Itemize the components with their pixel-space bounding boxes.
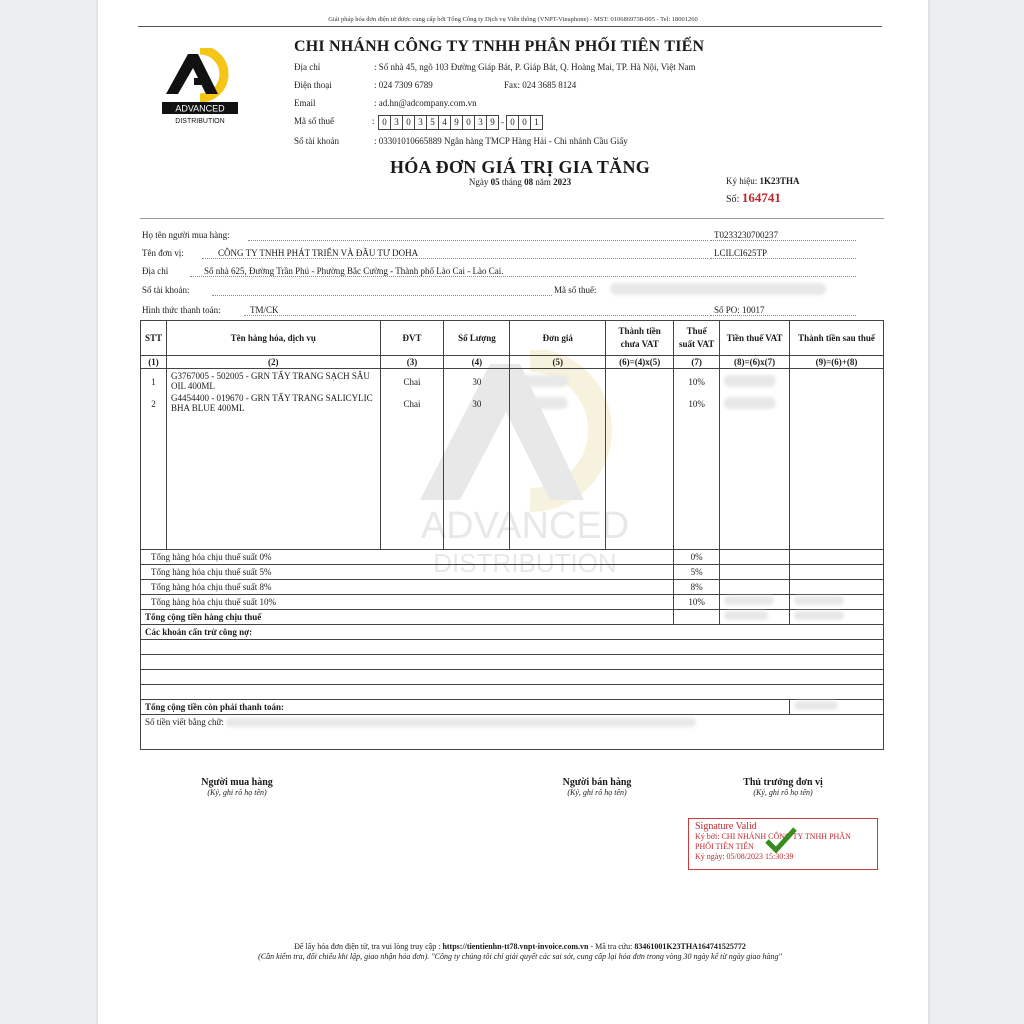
in-words-row: Số tiền viết bằng chữ: [141, 715, 884, 750]
invoice-page: Giải pháp hóa đơn điện tử được cung cấp bởi Tổng Công ty Dịch vụ Viễn thông (VNPT-Vinaphone) - MST: 0106869738-005 - Tel: 18001260 ADVANCED DISTRIBUTION CHI NHÁNH CÔNG TY TNHH PHÂN PHỐI TIÊN TIẾN Địa chỉ : Số nhà 45, ngõ 103 Đường Giáp Bát, P. Giáp Bát, Q. Hoàng Mai, TP. Hà Nội, Việt Nam Điện thoại : 024 7309 6789 Fax: 024 3685 8124 Email : ad.hn@adcompany.com.vn Mã số thuế : 0 3 0 3 5 4 9 0 3 9 - 0 0 1 Số tài khoản : 03301010665889 Ngân hàng TMCP Hàng Hải - Chi nhánh Cầu Giấy HÓA ĐƠN GIÁ TRỊ GIA TĂNG Ngày 05 tháng 08 năm 2023 Ký hiệu: 1K23THA Số: 164741 Họ tên người mua hàng: T0233230700237 Tên đơn vị: CÔNG TY TNHH PHÁT TRIỂN VÀ ĐẦU TƯ DOHA LCILCI625TP Địa chỉ Số nhà 625, Đường Trần Phú - Phường Bắc Cường - Thành phố Lào Cai - Lào Cai. Số tài khoản: Mã số thuế: Hình thức thanh toán: TM/CK Số PO: 10017 ADVANCED DISTRIBUTION STT Tên hàng hóa, dịch vụ ĐVT Số Lượng Đơn giá Thành tiền chưa VAT Thuế suất VAT Tiền thuế VAT Thành tiền sau thuế (1) (2) (3) (4) (5) (6)=(4)x(5) (7) (8)=(6)x(7) (9)=(6)+(8) 1 G3767005 - 502005 - GRN TẨY TRANG SẠCH SÂU OIL 400ML Chai 30 10% 2 G4454400 - 019670 - GRN TẨY TRANG SALICYLIC BHA BLUE 400ML Chai 30 10% Tổng hàng hóa chịu thuế suất 0% 0% Tổng hàng hóa chịu thuế suất 5% 5% Tổng hàng hóa chịu thuế suất 8% 8% Tổng hàng hóa chịu thuế suất 10% 10% Tổng cộng tiền hàng chịu thuế Các khoản cấn trừ công nợ: Tổng cộng tiền còn phải thanh toán: Số tiền viết bằng chữ: Người mua hàng (Ký, ghi rõ họ tên) Người bán hàng (Ký, ghi rõ họ tên) Thủ trưởng đơn vị (Ký, ghi rõ họ tên) Signature Valid Ký bởi: CHI NHÁNH CÔNG TY TNHH PHÂN PHỐI TIÊN TIẾN Ký ngày: 05/08/2023 15:30:39 Để lấy hóa đơn điện tử, tra vui lòng truy cập : https://tientienhn-tt78.vnpt-invoice.com.vn - Mã tra cứu: 83461001K23THA164741525772 (Cần kiểm tra, đối chiếu khi lập, giao nhận hóa đơn). "Công ty chúng tôi chỉ giải quyết các sai sót, cung cấp lại hóa đơn trong vòng 30 ngày kể từ ngày giao hàng" [98, 0, 928, 1024]
col-header: Số Lượng [444, 321, 510, 356]
col-header: Tên hàng hóa, dịch vụ [167, 321, 381, 356]
tax-row: Tổng hàng hóa chịu thuế suất 10% 10% [141, 595, 884, 610]
seller-tax-code: 0 3 0 3 5 4 9 0 3 9 - 0 0 1 [378, 115, 543, 130]
tax-label: Mã số thuế [294, 116, 334, 126]
col-header: Thành tiền chưa VAT [606, 321, 674, 356]
total-taxable-row: Tổng cộng tiền hàng chịu thuế [141, 610, 884, 625]
redacted-amount [794, 611, 844, 620]
phone-label: Điện thoại [294, 80, 332, 90]
signature-valid-stamp [688, 818, 878, 870]
table-row: 2 G4454400 - 019670 - GRN TẨY TRANG SALICYLIC BHA BLUE 400ML Chai 30 10% [141, 391, 884, 550]
buyer-address: Số nhà 625, Đường Trần Phú - Phường Bắc Cường - Thành phố Lào Cai - Lào Cai. [204, 266, 504, 276]
col-header: STT [141, 321, 167, 356]
redacted-tax-amount [724, 375, 776, 387]
buyer-name-label: Họ tên người mua hàng: [142, 230, 230, 240]
redacted-price [514, 397, 568, 409]
footer: Để lấy hóa đơn điện tử, tra vui lòng truy cập : https://tientienhn-tt78.vnpt-invoice.com.vn - Mã tra cứu: 83461001K23THA164741525772 (Cần kiểm tra, đối chiếu khi lập, giao nhận hóa đơn). "Công ty chúng tôi chỉ giải quyết các sai sót, cung cấp lại hóa đơn trong vòng 30 ngày kể từ ngày giao hàng" [98, 942, 942, 962]
col-header: Thành tiền sau thuế [790, 321, 884, 356]
redacted-tax [610, 283, 826, 295]
svg-text:DISTRIBUTION: DISTRIBUTION [433, 548, 617, 578]
table-header [141, 321, 884, 356]
buyer-unit: CÔNG TY TNHH PHÁT TRIỂN VÀ ĐẦU TƯ DOHA [218, 248, 419, 258]
invoice-date: Ngày 05 tháng 08 năm 2023 [468, 177, 572, 187]
redacted-tax-amount [724, 397, 776, 409]
seller-address: : Số nhà 45, ngõ 103 Đường Giáp Bát, P. Giáp Bát, Q. Hoàng Mai, TP. Hà Nội, Việt Nam [374, 62, 696, 72]
payment-method: TM/CK [250, 305, 279, 315]
col-header: Thuế suất VAT [674, 321, 720, 356]
checkmark-icon [765, 827, 797, 853]
signature-date: Ký ngày: 05/08/2023 15:30:39 [695, 852, 794, 861]
buyer-unit-code: LCILCI625TP [714, 248, 767, 258]
header-divider [138, 26, 882, 27]
buyer-code: T0233230700237 [714, 230, 778, 240]
seller-account: : 03301010665889 Ngân hàng TMCP Hàng Hải - Chi nhánh Cầu Giấy [374, 136, 628, 146]
redacted-price [514, 375, 568, 387]
total-payable-row: Tổng cộng tiền còn phải thanh toán: [141, 700, 884, 715]
tax-row: Tổng hàng hóa chịu thuế suất 5% 5% [141, 565, 884, 580]
seller-fax: Fax: 024 3685 8124 [504, 80, 577, 90]
signature-valid-title: Signature Valid [695, 821, 757, 832]
lookup-code: 83461001K23THA164741525772 [634, 942, 746, 951]
po-number: Số PO: 10017 [714, 305, 765, 315]
redacted-amount [724, 596, 774, 605]
seller-name: CHI NHÁNH CÔNG TY TNHH PHÂN PHỐI TIÊN TIẾN [294, 38, 705, 55]
redacted-amount [724, 611, 768, 620]
seller-email: : ad.hn@adcompany.com.vn [374, 98, 477, 108]
footer-note: (Cần kiểm tra, đối chiếu khi lập, giao nhận hóa đơn). "Công ty chúng tôi chỉ giải quyết các sai sót, cung cấp lại hóa đơn trong vòng 30 ngày kể từ ngày giao hàng" [258, 952, 782, 961]
column-numbers: (1) (2) (3) (4) (5) (6)=(4)x(5) (7) (8)=(6)x(7) (9)=(6)+(8) [141, 356, 884, 369]
divider [140, 218, 884, 219]
account-label: Số tài khoản [294, 136, 339, 146]
buyer-account-label: Số tài khoản: [142, 285, 190, 295]
buyer-tax-label: Mã số thuế: [554, 285, 597, 295]
seller-signature: Người bán hàng (Ký, ghi rõ họ tên) [562, 777, 632, 797]
tax-row: Tổng hàng hóa chịu thuế suất 0% 0% [141, 550, 884, 565]
col-header: Đơn giá [510, 321, 606, 356]
invoice-number: Số: 164741 [726, 190, 781, 205]
col-header: ĐVT [380, 321, 444, 356]
seller-phone: : 024 7309 6789 [374, 80, 433, 90]
address-label: Địa chỉ [294, 62, 321, 72]
logo-line1: ADVANCED [175, 103, 225, 114]
col-header: Tiền thuế VAT [720, 321, 790, 356]
buyer-address-label: Địa chỉ [142, 266, 169, 276]
deductions-row: Các khoản cấn trừ công nợ: [141, 625, 884, 640]
redacted-amount [794, 701, 838, 710]
redacted-amount-words [226, 718, 696, 727]
provider-note: Giải pháp hóa đơn điện tử được cung cấp bởi Tổng Công ty Dịch vụ Viễn thông (VNPT-Vinaphone) - MST: 0106869738-005 - Tel: 18001260 [328, 16, 698, 23]
items-table [140, 320, 884, 750]
svg-text:ADVANCED: ADVANCED [420, 505, 630, 547]
email-label: Email [294, 98, 316, 108]
buyer-unit-label: Tên đơn vị: [142, 248, 184, 258]
signature-signer: Ký bởi: CHI NHÁNH CÔNG TY TNHH PHÂN PHỐI TIÊN TIẾN [695, 832, 851, 851]
tax-row: Tổng hàng hóa chịu thuế suất 8% 8% [141, 580, 884, 595]
buyer-signature: Người mua hàng (Ký, ghi rõ họ tên) [201, 777, 273, 797]
invoice-symbol: Ký hiệu: 1K23THA [726, 176, 800, 186]
redacted-amount [794, 596, 844, 605]
lookup-url: https://tientienhn-tt78.vnpt-invoice.com.vn [442, 942, 589, 951]
head-signature: Thủ trưởng đơn vị (Ký, ghi rõ họ tên) [743, 777, 823, 797]
table-row: 1 G3767005 - 502005 - GRN TẨY TRANG SẠCH SÂU OIL 400ML Chai 30 10% [141, 369, 884, 392]
company-logo [160, 48, 242, 128]
invoice-title: HÓA ĐƠN GIÁ TRỊ GIA TĂNG [389, 157, 651, 177]
logo-line2: DISTRIBUTION [175, 118, 225, 125]
payment-label: Hình thức thanh toán: [142, 305, 221, 315]
